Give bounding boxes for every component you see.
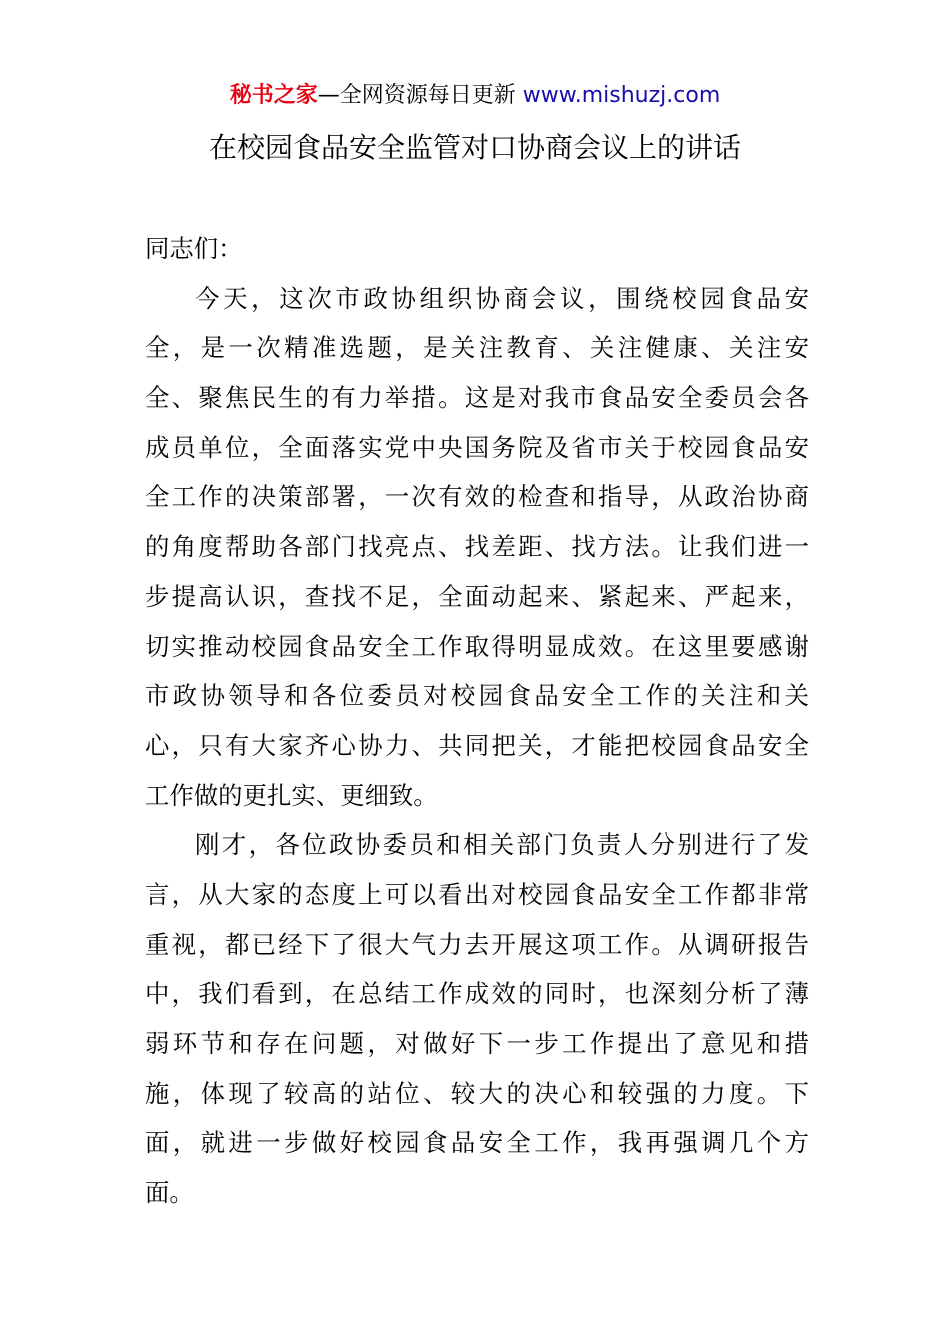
- paragraph-1-line: 今天，这次市政协组织协商会议，围绕校园食品安: [195, 283, 809, 313]
- paragraph-1-line: 成员单位，全面落实党中央国务院及省市关于校园食品安: [145, 432, 809, 462]
- paragraph-2-line: 重视，都已经下了很大气力去开展这项工作。从调研报告: [145, 929, 809, 959]
- paragraph-2-line: 言，从大家的态度上可以看出对校园食品安全工作都非常: [145, 879, 809, 909]
- paragraph-2-line: 面，就进一步做好校园食品安全工作，我再强调几个方: [145, 1128, 809, 1158]
- paragraph-2-line: 弱环节和存在问题，对做好下一步工作提出了意见和措: [145, 1029, 809, 1058]
- paragraph-2-line: 面。: [145, 1178, 194, 1208]
- paragraph-1-line: 工作做的更扎实、更细致。: [145, 780, 438, 810]
- paragraph-1-line: 心，只有大家齐心协力、共同把关，才能把校园食品安全: [145, 730, 809, 760]
- paragraph-2-line: 中，我们看到，在总结工作成效的同时，也深刻分析了薄: [145, 979, 809, 1009]
- paragraph-2-line: 施，体现了较高的站位、较大的决心和较强的力度。下: [145, 1078, 809, 1108]
- paragraph-1-line: 步提高认识，查找不足，全面动起来、紧起来、严起来，: [145, 581, 809, 611]
- site-url-link[interactable]: www.mishuzj.com: [522, 83, 721, 108]
- paragraph-1-line: 的角度帮助各部门找亮点、找差距、找方法。让我们进一: [145, 532, 809, 562]
- salutation: 同志们：: [145, 234, 243, 263]
- paragraph-1-line: 全、聚焦民生的有力举措。这是对我市食品安全委员会各: [145, 383, 809, 413]
- header-slogan: —全网资源每日更新: [317, 83, 523, 108]
- paragraph-1-line: 全工作的决策部署，一次有效的检查和指导，从政治协商: [145, 482, 809, 512]
- site-header: [0, 80, 950, 112]
- document-title: 在校园食品安全监管对口协商会议上的讲话: [208, 131, 741, 164]
- paragraph-2-line: 刚才，各位政协委员和相关部门负责人分别进行了发: [195, 830, 809, 860]
- brand-name: 秘书之家: [229, 83, 318, 108]
- document-body: [145, 224, 809, 1218]
- paragraph-1-line: 切实推动校园食品安全工作取得明显成效。在这里要感谢: [145, 631, 809, 661]
- paragraph-1-line: 市政协领导和各位委员对校园食品安全工作的关注和关: [145, 681, 809, 711]
- paragraph-1-line: 全，是一次精准选题，是关注教育、关注健康、关注安: [145, 333, 809, 363]
